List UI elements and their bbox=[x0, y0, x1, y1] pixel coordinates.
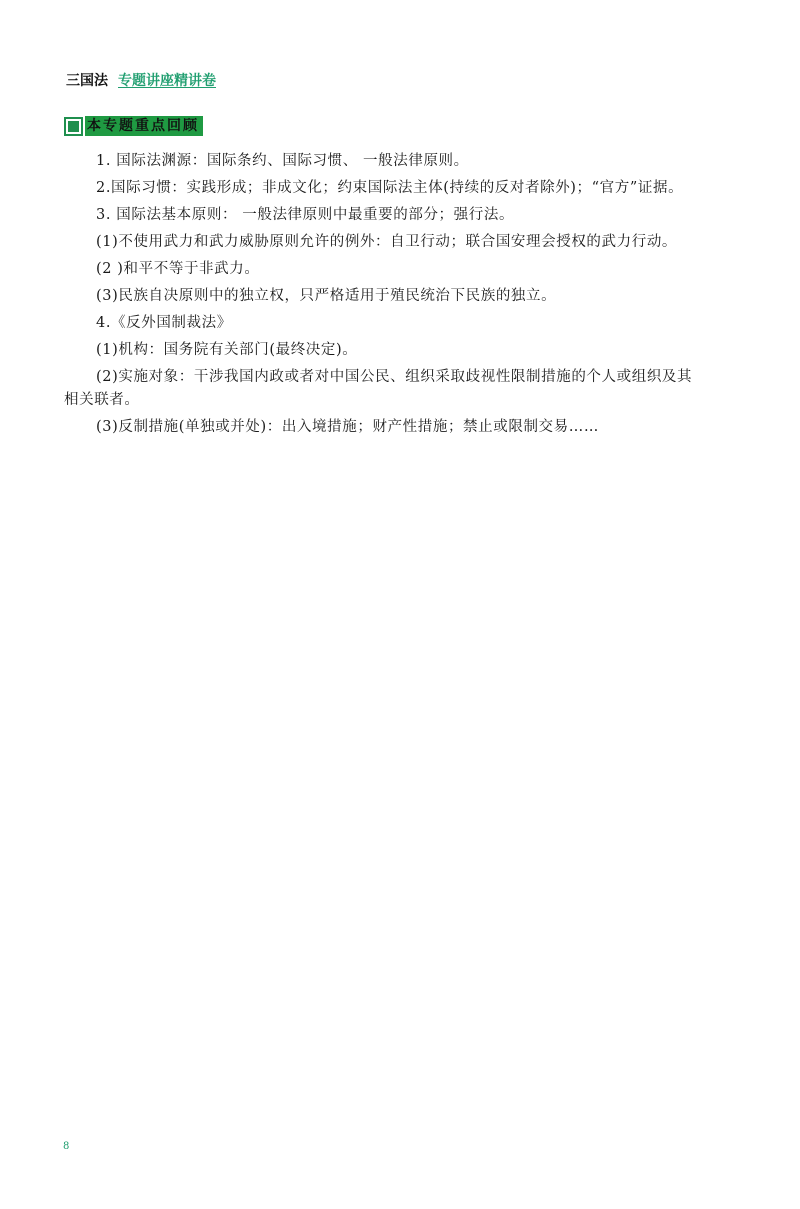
key-point-item: (2 )和平不等于非武力。 bbox=[96, 261, 260, 277]
key-point-item: 1. 国际法渊源：国际条约、国际习惯、 一般法律原则。 bbox=[96, 153, 469, 169]
key-point-item: (1)不使用武力和武力威胁原则允许的例外：自卫行动；联合国安理会授权的武力行动。 bbox=[96, 234, 678, 250]
key-point-item: 2.国际习惯：实践形成；非成文化；约束国际法主体(持续的反对者除外)；“官方”证据。 bbox=[96, 180, 684, 196]
key-point-item: (3)民族自决原则中的独立权，只严格适用于殖民统治下民族的独立。 bbox=[96, 288, 557, 304]
header-series-link[interactable]: 专题讲座精讲卷 bbox=[118, 73, 216, 89]
key-points-list bbox=[64, 150, 704, 443]
green-square-icon bbox=[64, 117, 83, 136]
key-point-item: (3)反制措施(单独或并处)：出入境措施；财产性措施；禁止或限制交易…… bbox=[96, 419, 599, 435]
key-point-item: 4.《反外国制裁法》 bbox=[96, 315, 232, 331]
header-subject: 三国法 bbox=[66, 73, 108, 89]
key-point-item: (2)实施对象：干涉我国内政或者对中国公民、组织采取歧视性限制措施的个人或组织及其相关联者。 bbox=[64, 369, 693, 408]
key-point-item: (1)机构：国务院有关部门(最终决定)。 bbox=[96, 342, 358, 358]
section-title: 本专题重点回顾 bbox=[85, 116, 203, 136]
page-number: 8 bbox=[63, 1141, 70, 1152]
section-heading bbox=[64, 115, 203, 137]
key-point-item: 3. 国际法基本原则： 一般法律原则中最重要的部分；强行法。 bbox=[96, 207, 515, 223]
page-header bbox=[66, 70, 216, 90]
green-square-icon-inner bbox=[68, 121, 79, 132]
